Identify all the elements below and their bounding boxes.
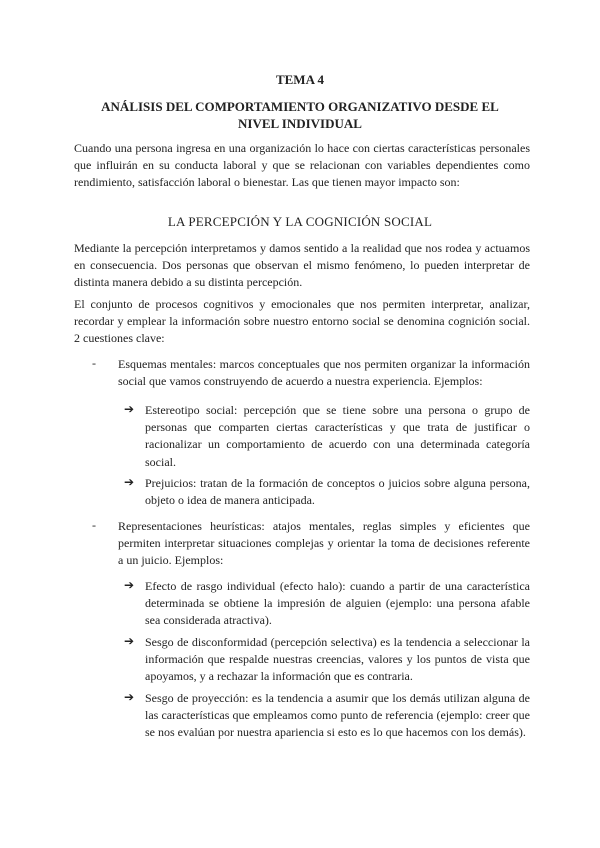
list-item-mental-schemas: Esquemas mentales: marcos conceptuales que nos permiten organizar la información social que vamos construyendo de acuerdo a nuestra experiencia. Ejemplos: bbox=[118, 357, 530, 389]
list-dash: - bbox=[92, 518, 96, 532]
section-title: LA PERCEPCIÓN Y LA COGNICIÓN SOCIAL bbox=[167, 214, 433, 229]
sub-item-projection-bias: Sesgo de proyección: es la tendencia a asumir que los demás utilizan alguna de las características que empleamos como punto de referencia (ejemplo: creer que se nos evalúan por nuestra apariencia si esto es lo que hacemos con los demás). bbox=[145, 691, 530, 740]
list-dash: - bbox=[92, 356, 96, 370]
sub-item-halo-effect: Efecto de rasgo individual (efecto halo): cuando a partir de una característica determinada se obtiene la impresión de alguien (ejemplo: una persona afable sea considerada atractiva). bbox=[145, 579, 530, 628]
paragraph-perception bbox=[74, 240, 530, 292]
sub-item-stereotype: Estereotipo social: percepción que se tiene sobre una persona o grupo de personas que comparten ciertas características y que trata de justificar o racionalizar un comportamiento de acuerdo con una determinada categoría social. bbox=[145, 403, 530, 469]
arrow-icon: ➔ bbox=[124, 578, 135, 592]
arrow-icon: ➔ bbox=[124, 475, 135, 489]
paragraph-social-cognition bbox=[74, 296, 530, 348]
paragraph-text: Mediante la percepción interpretamos y damos sentido a la realidad que nos rodea y actuamos en consecuencia. Dos personas que observan el mismo fenómeno, lo pueden interpretar de distinta manera debido a su distinta percepción. bbox=[74, 241, 530, 290]
intro-text: Cuando una persona ingresa en una organización lo hace con ciertas características personales que influirán en su conducta laboral y que se relacionan con variables dependientes como rendimiento, satisfacción laboral o bienestar. Las que tienen mayor impacto son: bbox=[74, 141, 530, 190]
arrow-icon: ➔ bbox=[124, 402, 135, 416]
arrow-icon: ➔ bbox=[124, 634, 135, 648]
paragraph-text: El conjunto de procesos cognitivos y emocionales que nos permiten interpretar, analizar, recordar y emplear la información sobre nuestro entorno social se denomina cognición social. 2 cuestiones clave: bbox=[74, 297, 530, 346]
intro-paragraph bbox=[74, 140, 530, 192]
arrow-icon: ➔ bbox=[124, 690, 135, 704]
topic-heading: TEMA 4 bbox=[275, 72, 325, 87]
sub-item-selective-perception: Sesgo de disconformidad (percepción selectiva) es la tendencia a seleccionar la información que respalde nuestras creencias, valores y los puntos de vista que apoyamos, y a rechazar la información que es contraria. bbox=[145, 635, 530, 684]
list-item-heuristics: Representaciones heurísticas: atajos mentales, reglas simples y eficientes que permiten interpretar situaciones complejas y orientar la toma de decisiones referente a un juicio. Ejemplos: bbox=[118, 519, 530, 568]
page-title: ANÁLISIS DEL COMPORTAMIENTO ORGANIZATIVO DESDE EL NIVEL INDIVIDUAL bbox=[101, 99, 499, 131]
sub-item-prejudice: Prejuicios: tratan de la formación de conceptos o juicios sobre alguna persona, objeto o idea de manera anticipada. bbox=[145, 476, 530, 508]
